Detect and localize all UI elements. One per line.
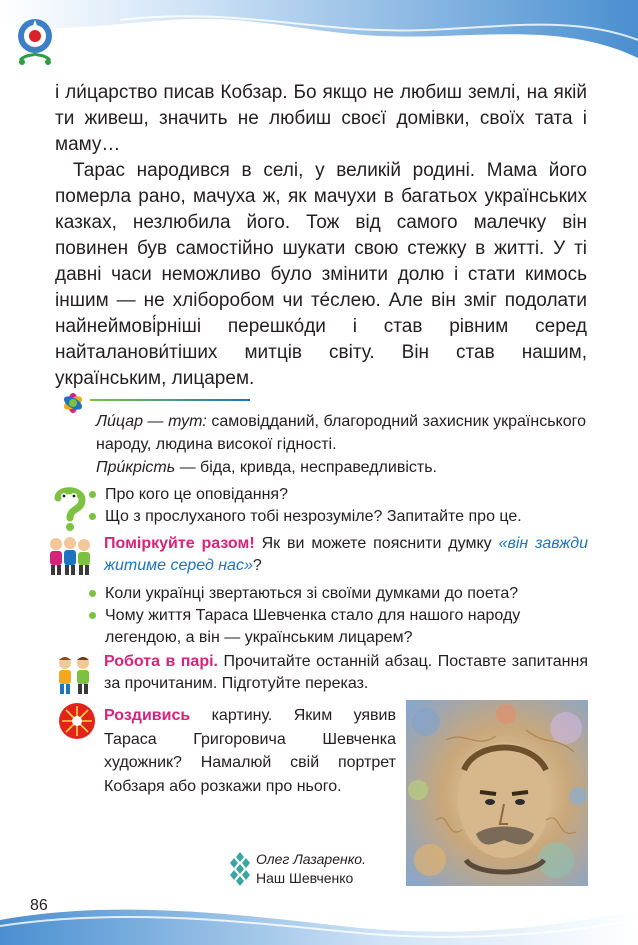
page-number: 86 [30, 897, 48, 914]
definitions [96, 410, 586, 479]
look-task: Роздивись картину. Яким уявив Тараса Григоровича Шевченка художник? Намалюй свій портрет Кобзаря або розкажи про нього. [104, 707, 396, 795]
footer-wave [0, 880, 638, 945]
think-together-label: Поміркуйте разом! [104, 535, 255, 552]
paragraph-2: Тарас народився в селі, у великій родині. Мама його померла рано, мачуха ж, як мачухи в багатьох українських казках, незлюбила його. Тож від самого малечку він повинен був самостійно шукати свою стежку в житті. У ті давні часи неможливо було змінити долю і стати кимось іншим — не хліборобом чи те́слею. Але він зміг подолати найнеймові́рніші перешко́ди і став рівним серед найталанови́тіших митців світу. Він став нашим, українським, лицарем. [55, 160, 587, 389]
caption-title: Наш Шевченко [256, 870, 354, 886]
question-mark-icon [50, 484, 90, 532]
think-together-task: Поміркуйте разом! Як ви можете пояснити думку «він завжди житиме серед нас»? [104, 535, 588, 574]
main-text [55, 80, 587, 392]
questions-list-2 [88, 583, 588, 649]
pair-children-icon [54, 654, 94, 696]
definition-2: При́крість — біда, кривда, несправедливість. [96, 459, 437, 476]
question-item: Чому життя Тараса Шевченка стало для нашого народу легендою, а він — українським лицарем? [88, 605, 588, 649]
header-wave [0, 0, 638, 80]
caption-author: Олег Лазаренко. [256, 851, 366, 867]
definition-1: Ли́цар — тут: самовідданий, благородний захисник українського народу, людина високої гідності. [96, 413, 587, 453]
question-item: Що з прослуханого тобі незрозуміле? Запитайте про це. [88, 506, 588, 528]
question-item: Про кого це оповідання? [88, 484, 588, 506]
quote: «він завжди житиме серед нас» [104, 535, 588, 574]
pair-work-label: Робота в парі. [104, 653, 218, 670]
group-children-icon [44, 534, 96, 578]
look-label: Роздивись [104, 707, 191, 724]
definitions-divider [90, 399, 250, 401]
pair-work-task: Робота в парі. Прочитайте останній абзац. Поставте запитання за прочитаним. Підготуйте переказ. [104, 653, 588, 692]
dictionary-flower-icon [56, 386, 90, 420]
shevchenko-painting [406, 700, 588, 886]
look-picture-icon [58, 702, 96, 740]
ornament-flower-icon [12, 14, 58, 70]
question-item: Коли українці звертаються зі своїми думками до поета? [88, 583, 588, 605]
questions-list [88, 484, 588, 528]
paragraph-1: і ли́царство писав Кобзар. Бо якщо не любиш землі, на якій ти живеш, значить не любиш своєї домівки, своїх тата і маму… [55, 82, 587, 155]
